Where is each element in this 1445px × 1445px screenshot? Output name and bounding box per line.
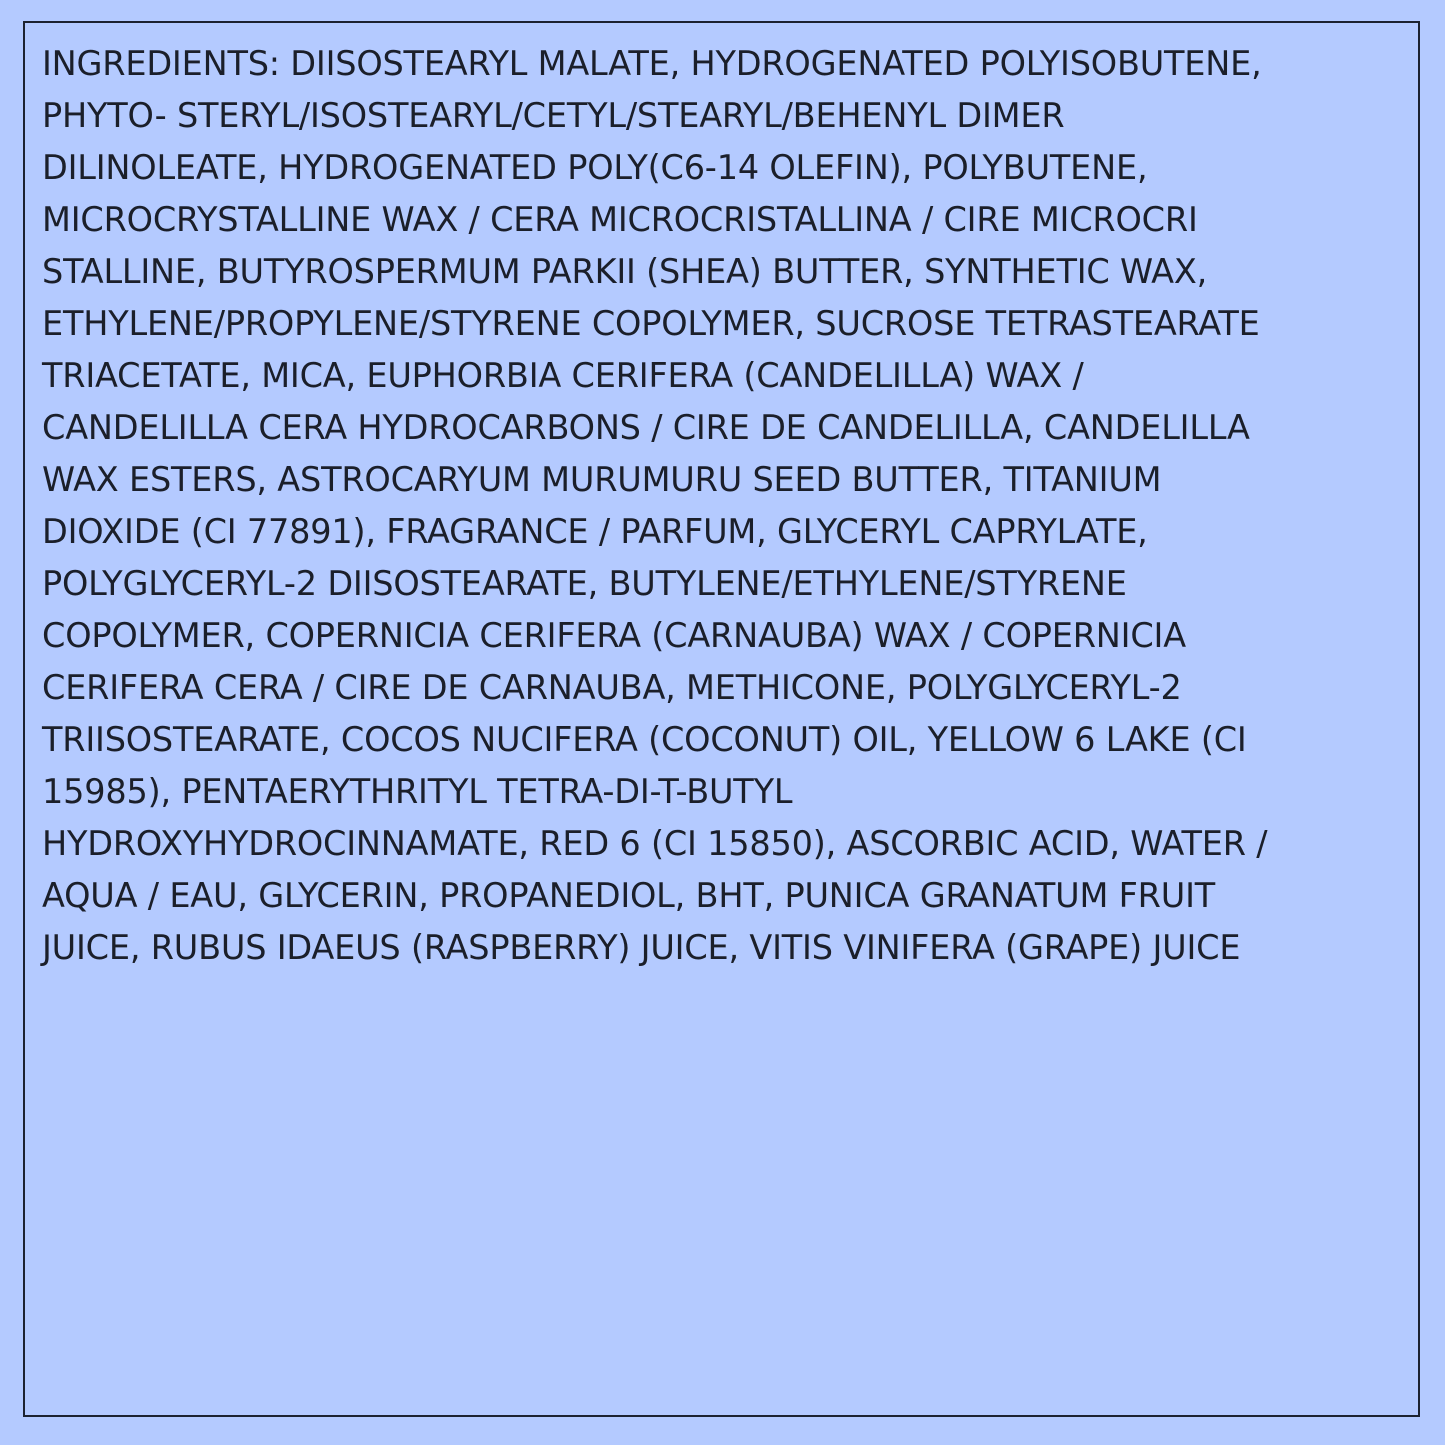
- ingredients-line: CERIFERA CERA / CIRE DE CARNAUBA, METHICONE, POLYGLYCERYL-2: [42, 668, 1182, 707]
- ingredients-line: WAX ESTERS, ASTROCARYUM MURUMURU SEED BUTTER, TITANIUM: [42, 460, 1162, 499]
- ingredients-line: TRIACETATE, MICA, EUPHORBIA CERIFERA (CANDELILLA) WAX /: [42, 356, 1084, 395]
- ingredients-line: TRIISOSTEARATE, COCOS NUCIFERA (COCONUT) OIL, YELLOW 6 LAKE (CI: [42, 720, 1247, 759]
- ingredients-text: [42, 38, 1267, 974]
- ingredients-line: DILINOLEATE, HYDROGENATED POLY(C6-14 OLEFIN), POLYBUTENE,: [42, 148, 1148, 187]
- ingredients-line: INGREDIENTS: DIISOSTEARYL MALATE, HYDROGENATED POLYISOBUTENE,: [42, 44, 1262, 83]
- ingredients-line: POLYGLYCERYL-2 DIISOSTEARATE, BUTYLENE/ETHYLENE/STYRENE: [42, 564, 1127, 603]
- ingredients-line: STALLINE, BUTYROSPERMUM PARKII (SHEA) BUTTER, SYNTHETIC WAX,: [42, 252, 1208, 291]
- ingredients-line: MICROCRYSTALLINE WAX / CERA MICROCRISTALLINA / CIRE MICROCRI: [42, 200, 1198, 239]
- ingredients-line: 15985), PENTAERYTHRITYL TETRA-DI-T-BUTYL: [42, 772, 793, 811]
- ingredients-line: CANDELILLA CERA HYDROCARBONS / CIRE DE CANDELILLA, CANDELILLA: [42, 408, 1250, 447]
- ingredients-line: JUICE, RUBUS IDAEUS (RASPBERRY) JUICE, VITIS VINIFERA (GRAPE) JUICE: [42, 928, 1241, 967]
- ingredients-line: COPOLYMER, COPERNICIA CERIFERA (CARNAUBA) WAX / COPERNICIA: [42, 616, 1186, 655]
- ingredients-line: HYDROXYHYDROCINNAMATE, RED 6 (CI 15850), ASCORBIC ACID, WATER /: [42, 824, 1268, 863]
- ingredients-line: ETHYLENE/PROPYLENE/STYRENE COPOLYMER, SUCROSE TETRASTEARATE: [42, 304, 1260, 343]
- ingredients-line: AQUA / EAU, GLYCERIN, PROPANEDIOL, BHT, PUNICA GRANATUM FRUIT: [42, 876, 1216, 915]
- ingredients-line: DIOXIDE (CI 77891), FRAGRANCE / PARFUM, GLYCERYL CAPRYLATE,: [42, 512, 1148, 551]
- ingredients-line: PHYTO- STERYL/ISOSTEARYL/CETYL/STEARYL/BEHENYL DIMER: [42, 96, 1065, 135]
